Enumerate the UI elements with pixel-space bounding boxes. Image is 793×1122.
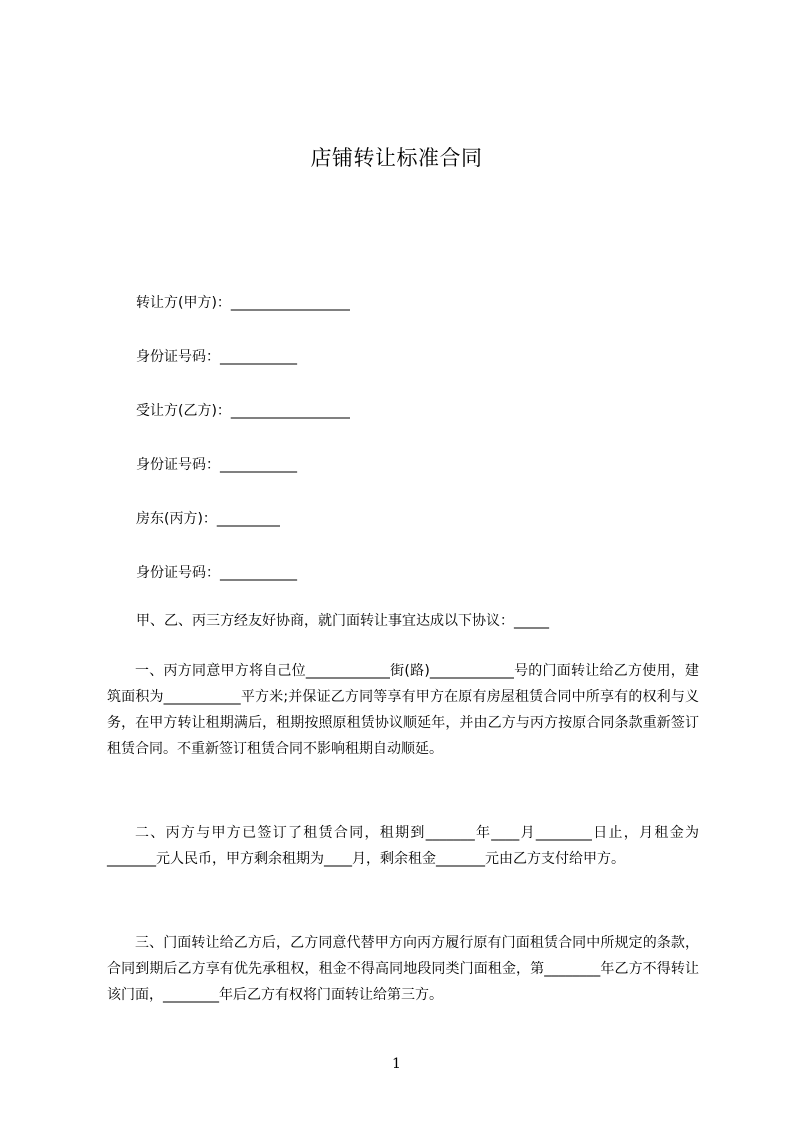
landlord-id-line: 身份证号码：___________ bbox=[136, 565, 297, 581]
transferor-line: 转让方(甲方)：_________________ bbox=[136, 295, 350, 311]
clause-2: 二、丙方与甲方已签订了租赁合同，租期到_______年____月________日止，月租金为_______元人民币，甲方剩余租期为____月，剩余租金_______元由乙方支付给甲方。 bbox=[107, 825, 699, 867]
clause-1: 一、丙方同意甲方将自己位____________街(路)____________号的门面转让给乙方使用，建筑面积为___________平方米;并保证乙方同等享有甲方在原有房屋租赁合同中所享有的权利与义务，在甲方转让租期满后，租期按照原租赁协议顺延年，并由乙方与丙方按原合同条款重新签订租赁合同。不重新签订租赁合同不影响租期自动顺延。 bbox=[107, 663, 699, 757]
transferor-id-line: 身份证号码：___________ bbox=[136, 349, 297, 365]
landlord-line: 房东(丙方)：_________ bbox=[136, 511, 280, 527]
document-title: 店铺转让标准合同 bbox=[310, 146, 483, 170]
clause-3: 三、门面转让给乙方后，乙方同意代替甲方向丙方履行原有门面租赁合同中所规定的条款，合同到期后乙方享有优先承租权，租金不得高同地段同类门面租金，第________年乙方不得转让该门面，________年后乙方有权将门面转让给第三方。 bbox=[107, 935, 699, 1003]
agreement-intro: 甲、乙、丙三方经友好协商，就门面转让事宜达成以下协议：_____ bbox=[136, 613, 549, 629]
transferee-line: 受让方(乙方)：_________________ bbox=[136, 403, 350, 419]
page-number: 1 bbox=[392, 1056, 401, 1072]
transferee-id-line: 身份证号码：___________ bbox=[136, 457, 297, 473]
